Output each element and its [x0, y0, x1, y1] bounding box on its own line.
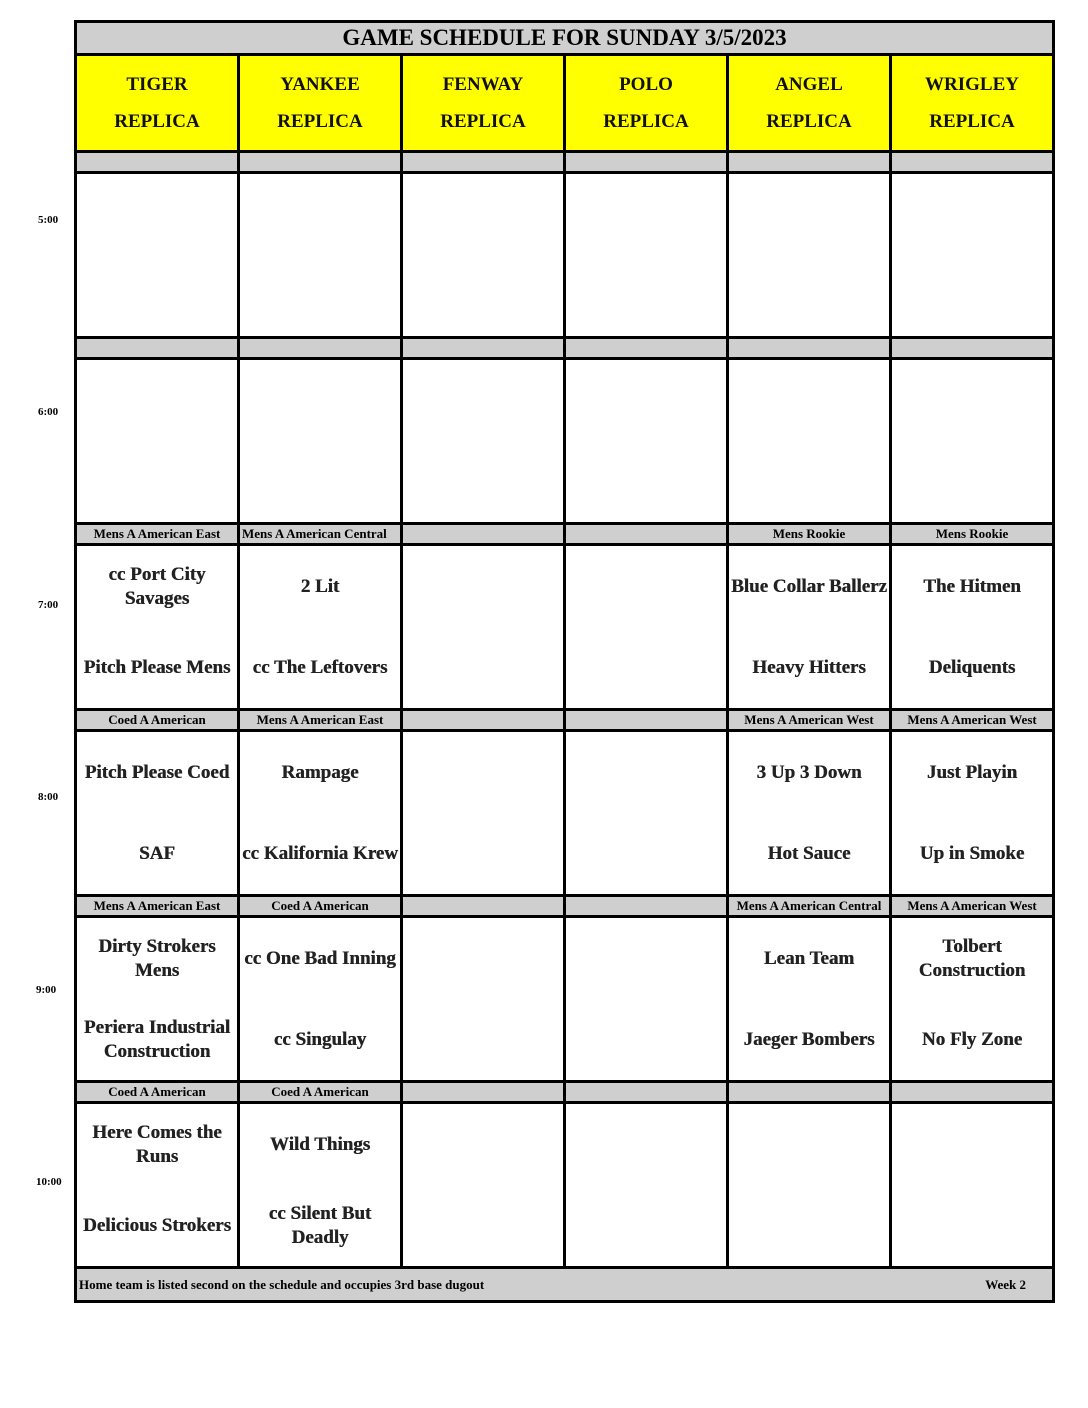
matchup	[240, 174, 400, 336]
division-label	[402, 896, 565, 917]
away-team: 2 Lit	[300, 575, 340, 597]
division-row	[76, 896, 1054, 917]
time-label: 7:00	[38, 599, 59, 611]
matchup	[240, 732, 400, 894]
away-team	[240, 360, 400, 441]
division-label	[728, 338, 891, 359]
game-cell	[402, 173, 565, 338]
footer-content	[77, 1277, 1052, 1293]
field-name: WRIGLEY	[925, 74, 1019, 95]
division-label	[402, 710, 565, 731]
page-title: GAME SCHEDULE FOR SUNDAY 3/5/2023	[76, 22, 1054, 55]
home-team	[566, 255, 726, 336]
away-team: Just Playin	[926, 761, 1018, 783]
home-team: Delicious Strokers	[83, 1214, 231, 1236]
division-row	[76, 152, 1054, 173]
away-team	[892, 360, 1052, 441]
game-cell	[76, 731, 239, 896]
title-row	[76, 22, 1054, 55]
matchup	[403, 174, 563, 336]
home-team	[403, 1185, 563, 1266]
division-label	[402, 338, 565, 359]
home-team	[566, 627, 726, 708]
game-cell	[239, 1103, 402, 1268]
division-label	[402, 524, 565, 545]
home-team	[403, 999, 563, 1080]
away-team: cc Port City Savages	[108, 563, 206, 609]
field-name: TIGER	[126, 74, 188, 95]
game-cell	[728, 359, 891, 524]
game-cell	[891, 173, 1054, 338]
matchup	[892, 174, 1052, 336]
home-team: Heavy Hitters	[752, 656, 866, 678]
matchup	[566, 360, 726, 522]
division-label	[239, 338, 402, 359]
matchup	[77, 360, 237, 522]
matchup	[403, 1104, 563, 1266]
division-label	[565, 524, 728, 545]
matchup	[240, 360, 400, 522]
field-sub: REPLICA	[277, 111, 363, 132]
division-label: Coed A American	[239, 1082, 402, 1103]
home-team	[566, 441, 726, 522]
away-team: Wild Things	[269, 1133, 371, 1155]
matchup	[403, 360, 563, 522]
away-team	[77, 360, 237, 441]
away-team	[729, 174, 889, 255]
game-cell	[239, 173, 402, 338]
field-header-wrigley	[891, 55, 1054, 152]
division-label: Coed A American	[239, 896, 402, 917]
matchup	[403, 732, 563, 894]
division-label	[76, 152, 239, 173]
home-team: cc Kalifornia Krew	[242, 842, 398, 864]
away-team	[403, 546, 563, 627]
time-label: 5:00	[38, 214, 59, 226]
game-row	[76, 545, 1054, 710]
game-cell	[565, 359, 728, 524]
away-team: Pitch Please Coed	[84, 761, 230, 783]
game-cell	[402, 1103, 565, 1268]
away-team	[566, 174, 726, 255]
home-team	[403, 255, 563, 336]
away-team	[729, 1104, 889, 1185]
matchup	[77, 546, 237, 708]
field-header-yankee	[239, 55, 402, 152]
division-label: Mens A American East	[76, 524, 239, 545]
away-team	[403, 732, 563, 813]
matchup	[892, 1104, 1052, 1266]
division-label: Mens A American East	[76, 896, 239, 917]
division-label: Mens A American Central	[239, 524, 402, 545]
away-team	[729, 360, 889, 441]
game-cell	[565, 173, 728, 338]
division-label: Mens A American West	[891, 896, 1054, 917]
away-team	[240, 174, 400, 255]
game-cell	[239, 359, 402, 524]
matchup	[77, 174, 237, 336]
division-row	[76, 524, 1054, 545]
away-team: Lean Team	[763, 947, 855, 969]
time-label: 10:00	[36, 1176, 62, 1188]
away-team: cc One Bad Inning	[244, 947, 396, 969]
home-team	[729, 441, 889, 522]
division-label: Mens A American West	[891, 710, 1054, 731]
division-label	[565, 338, 728, 359]
division-label	[565, 152, 728, 173]
game-cell	[76, 545, 239, 710]
division-label	[402, 152, 565, 173]
matchup	[729, 732, 889, 894]
game-cell	[76, 173, 239, 338]
home-team	[892, 255, 1052, 336]
matchup	[729, 546, 889, 708]
matchup	[77, 918, 237, 1080]
matchup	[77, 732, 237, 894]
away-team: 3 Up 3 Down	[756, 761, 862, 783]
division-row	[76, 338, 1054, 359]
field-sub: REPLICA	[114, 111, 200, 132]
division-label	[891, 1082, 1054, 1103]
away-team: Rampage	[281, 761, 359, 783]
matchup	[240, 918, 400, 1080]
home-team: Up in Smoke	[919, 842, 1025, 864]
division-label: Coed A American	[76, 1082, 239, 1103]
matchup	[892, 360, 1052, 522]
field-header-tiger	[76, 55, 239, 152]
game-cell	[402, 917, 565, 1082]
matchup	[729, 360, 889, 522]
game-cell	[76, 917, 239, 1082]
home-team: cc Silent But Deadly	[268, 1202, 372, 1248]
matchup	[566, 1104, 726, 1266]
game-row	[76, 917, 1054, 1082]
field-header-row	[76, 55, 1054, 152]
game-cell	[76, 1103, 239, 1268]
away-team	[892, 1104, 1052, 1185]
away-team: Blue Collar Ballerz	[731, 575, 887, 597]
away-team	[566, 546, 726, 627]
away-team: Tolbert Construction	[918, 935, 1026, 981]
matchup	[77, 1104, 237, 1266]
matchup	[240, 1104, 400, 1266]
game-cell	[728, 731, 891, 896]
home-team	[403, 813, 563, 894]
away-team	[403, 1104, 563, 1185]
game-cell	[891, 359, 1054, 524]
away-team: Dirty Strokers Mens	[98, 935, 216, 981]
matchup	[240, 546, 400, 708]
game-cell	[402, 359, 565, 524]
field-header-fenway	[402, 55, 565, 152]
matchup	[729, 918, 889, 1080]
time-column	[0, 0, 74, 1408]
away-team	[403, 360, 563, 441]
game-cell	[891, 545, 1054, 710]
matchup	[729, 174, 889, 336]
away-team	[566, 732, 726, 813]
game-cell	[565, 731, 728, 896]
away-team	[566, 918, 726, 999]
home-team	[77, 255, 237, 336]
field-sub: REPLICA	[440, 111, 526, 132]
game-cell	[891, 917, 1054, 1082]
matchup	[403, 546, 563, 708]
game-cell	[891, 1103, 1054, 1268]
division-label	[239, 152, 402, 173]
field-sub: REPLICA	[766, 111, 852, 132]
game-cell	[402, 545, 565, 710]
time-label: 8:00	[38, 791, 59, 803]
week-label: Week 2	[985, 1276, 1027, 1292]
matchup	[729, 1104, 889, 1266]
home-team	[892, 1185, 1052, 1266]
division-label: Mens A American East	[239, 710, 402, 731]
footer	[76, 1268, 1054, 1302]
game-row	[76, 731, 1054, 896]
division-label	[728, 152, 891, 173]
matchup	[892, 546, 1052, 708]
matchup	[566, 174, 726, 336]
division-label: Coed A American	[76, 710, 239, 731]
home-team: cc Singulay	[273, 1028, 367, 1050]
schedule-table	[74, 20, 1055, 1303]
matchup	[403, 918, 563, 1080]
away-team	[566, 1104, 726, 1185]
game-cell	[239, 917, 402, 1082]
field-sub: REPLICA	[929, 111, 1015, 132]
game-cell	[565, 917, 728, 1082]
game-cell	[565, 545, 728, 710]
matchup	[566, 546, 726, 708]
division-label	[402, 1082, 565, 1103]
home-team	[240, 441, 400, 522]
home-team	[77, 441, 237, 522]
field-name: YANKEE	[280, 74, 360, 95]
division-label	[565, 896, 728, 917]
division-label	[728, 1082, 891, 1103]
game-cell	[565, 1103, 728, 1268]
game-cell	[239, 545, 402, 710]
game-row	[76, 1103, 1054, 1268]
home-team: Jaeger Bombers	[743, 1028, 875, 1050]
matchup	[892, 732, 1052, 894]
home-team: cc The Leftovers	[252, 656, 388, 678]
division-label	[891, 338, 1054, 359]
away-team: The Hitmen	[923, 575, 1021, 597]
field-sub: REPLICA	[603, 111, 689, 132]
home-team	[566, 1185, 726, 1266]
time-label: 9:00	[36, 984, 57, 996]
matchup	[566, 918, 726, 1080]
matchup	[892, 918, 1052, 1080]
home-team	[566, 813, 726, 894]
game-cell	[728, 545, 891, 710]
footer-row	[76, 1268, 1054, 1302]
division-label	[891, 152, 1054, 173]
field-header-polo	[565, 55, 728, 152]
division-label: Mens Rookie	[891, 524, 1054, 545]
division-row	[76, 1082, 1054, 1103]
game-cell	[239, 731, 402, 896]
game-cell	[728, 173, 891, 338]
field-name: POLO	[619, 74, 673, 95]
division-label	[565, 1082, 728, 1103]
home-team: No Fly Zone	[921, 1028, 1023, 1050]
division-label	[565, 710, 728, 731]
home-team: Hot Sauce	[767, 842, 851, 864]
division-row	[76, 710, 1054, 731]
home-team	[729, 1185, 889, 1266]
matchup	[566, 732, 726, 894]
game-cell	[402, 731, 565, 896]
field-name: FENWAY	[442, 74, 524, 95]
away-team	[892, 174, 1052, 255]
home-team	[566, 999, 726, 1080]
away-team	[77, 174, 237, 255]
away-team	[566, 360, 726, 441]
home-team	[729, 255, 889, 336]
away-team: Here Comes the Runs	[92, 1121, 222, 1167]
home-team: Deliquents	[928, 656, 1016, 678]
home-team	[403, 441, 563, 522]
home-team: Pitch Please Mens	[83, 656, 231, 678]
game-cell	[76, 359, 239, 524]
home-team: Periera Industrial Construction	[83, 1016, 231, 1062]
game-row	[76, 173, 1054, 338]
home-team	[892, 441, 1052, 522]
away-team	[403, 174, 563, 255]
footer-note: Home team is listed second on the schedule and occupies 3rd base dugout	[79, 1276, 485, 1292]
game-row	[76, 359, 1054, 524]
game-cell	[728, 917, 891, 1082]
home-team: SAF	[139, 842, 175, 864]
division-label: Mens A American Central	[728, 896, 891, 917]
game-cell	[891, 731, 1054, 896]
home-team	[240, 255, 400, 336]
division-label	[76, 338, 239, 359]
away-team	[403, 918, 563, 999]
time-label: 6:00	[38, 406, 59, 418]
division-label: Mens A American West	[728, 710, 891, 731]
game-cell	[728, 1103, 891, 1268]
field-name: ANGEL	[775, 74, 843, 95]
division-label: Mens Rookie	[728, 524, 891, 545]
field-header-angel	[728, 55, 891, 152]
home-team	[403, 627, 563, 708]
